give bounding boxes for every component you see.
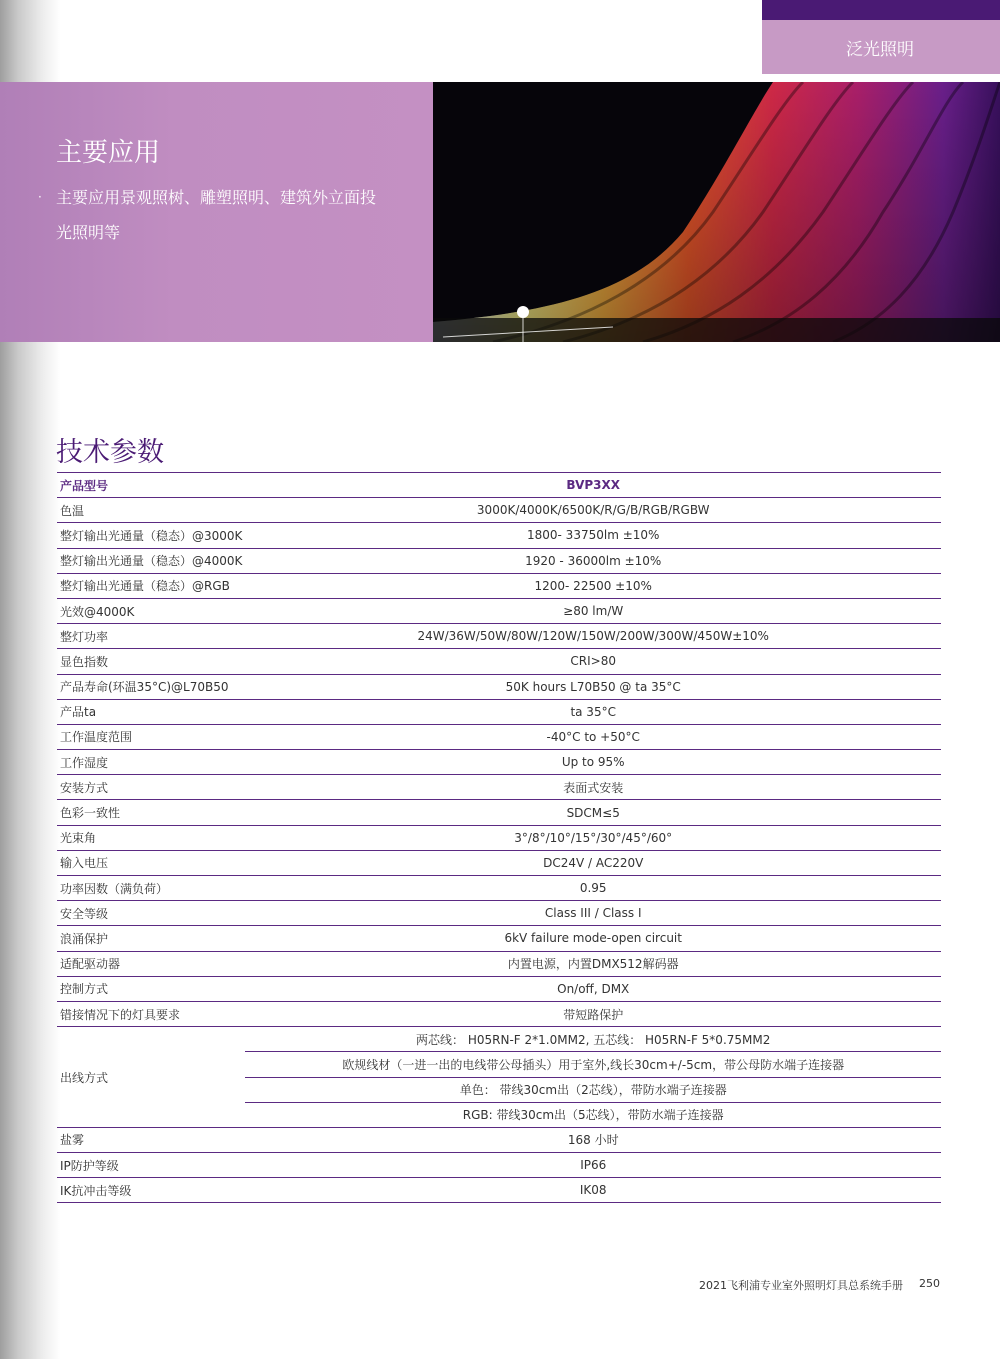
spec-label: IK抗冲击等级 (57, 1178, 245, 1203)
building-facade-photo (433, 82, 1000, 342)
spec-value: 单色： 带线30cm出（2芯线），带防水端子连接器 (245, 1077, 941, 1102)
bullet-dot: · (38, 190, 42, 204)
table-row (57, 1127, 941, 1152)
spec-label: IP防护等级 (57, 1153, 245, 1178)
table-header-row (57, 473, 941, 498)
spec-value: 欧规线材（一进一出的电线带公母插头）用于室外,线长30cm+/-5cm，带公母防水端子连接器 (245, 1052, 941, 1077)
spec-value: 3000K/4000K/6500K/R/G/B/RGB/RGBW (245, 498, 941, 523)
section-tab (762, 20, 1000, 74)
spec-label: 出线方式 (57, 1027, 245, 1128)
spec-value: 24W/36W/50W/80W/120W/150W/200W/300W/450W±10% (245, 624, 941, 649)
table-row (57, 876, 941, 901)
table-row (57, 901, 941, 926)
table-row (57, 523, 941, 548)
spec-value: 3°/8°/10°/15°/30°/45°/60° (245, 825, 941, 850)
spec-value: RGB: 带线30cm出（5芯线），带防水端子连接器 (245, 1102, 941, 1127)
spec-value: DC24V / AC220V (245, 850, 941, 875)
spec-label: 色温 (57, 498, 245, 523)
spec-label: 浪涌保护 (57, 926, 245, 951)
spec-value: IP66 (245, 1153, 941, 1178)
spec-label: 安全等级 (57, 901, 245, 926)
spec-value: 168 小时 (245, 1127, 941, 1152)
spec-label: 盐雾 (57, 1127, 245, 1152)
table-row (57, 699, 941, 724)
table-row (57, 724, 941, 749)
section-tab-label: 泛光照明 (846, 39, 914, 60)
application-panel (0, 82, 433, 342)
table-row (57, 976, 941, 1001)
spec-value: On/off, DMX (245, 976, 941, 1001)
spec-value: 表面式安装 (245, 775, 941, 800)
table-row (57, 624, 941, 649)
table-row (57, 548, 941, 573)
table-row (57, 800, 941, 825)
table-row (57, 1153, 941, 1178)
spec-value: CRI>80 (245, 649, 941, 674)
table-row (57, 674, 941, 699)
table-row (57, 649, 941, 674)
spec-label: 错接情况下的灯具要求 (57, 1001, 245, 1026)
spec-label: 整灯输出光通量（稳态）@RGB (57, 573, 245, 598)
table-row (57, 1178, 941, 1203)
table-row (57, 498, 941, 523)
spec-label: 功率因数（满负荷） (57, 876, 245, 901)
spec-table (57, 472, 941, 1203)
footer-text: 2021飞利浦专业室外照明灯具总系统手册 (699, 1279, 903, 1292)
table-row (57, 951, 941, 976)
spec-value: SDCM≤5 (245, 800, 941, 825)
spec-label: 产品寿命(环温35°C)@L70B50 (57, 674, 245, 699)
spec-value: BVP3XX (245, 473, 941, 498)
spec-value: 1200- 22500 ±10% (245, 573, 941, 598)
specs-title: 技术参数 (56, 437, 164, 468)
spec-label: 整灯输出光通量（稳态）@3000K (57, 523, 245, 548)
spec-label: 工作湿度 (57, 750, 245, 775)
page-number: 250 (919, 1277, 940, 1290)
table-row-wiring (57, 1027, 941, 1052)
spec-value: Class III / Class I (245, 901, 941, 926)
spec-value: 1800- 33750lm ±10% (245, 523, 941, 548)
application-text: 主要应用景观照树、雕塑照明、建筑外立面投光照明等 (56, 188, 377, 242)
spec-label: 控制方式 (57, 976, 245, 1001)
spec-label: 产品ta (57, 699, 245, 724)
spec-label: 显色指数 (57, 649, 245, 674)
spec-value: 6kV failure mode-open circuit (245, 926, 941, 951)
spec-label: 光束角 (57, 825, 245, 850)
spec-value: ta 35°C (245, 699, 941, 724)
spec-label: 整灯输出光通量（稳态）@4000K (57, 548, 245, 573)
spec-label: 光效@4000K (57, 598, 245, 623)
spec-value: Up to 95% (245, 750, 941, 775)
spec-value: 1920 - 36000lm ±10% (245, 548, 941, 573)
spec-value: 内置电源，内置DMX512解码器 (245, 951, 941, 976)
table-row (57, 850, 941, 875)
facade-illustration (433, 82, 1000, 342)
spec-label: 适配驱动器 (57, 951, 245, 976)
table-row (57, 775, 941, 800)
spec-value: 50K hours L70B50 @ ta 35°C (245, 674, 941, 699)
spec-label: 工作温度范围 (57, 724, 245, 749)
spec-value: 带短路保护 (245, 1001, 941, 1026)
spec-label: 输入电压 (57, 850, 245, 875)
application-title: 主要应用 (56, 138, 161, 168)
table-row (57, 573, 941, 598)
spec-value: 两芯线： H05RN-F 2*1.0MM2, 五芯线： H05RN-F 5*0.75MM2 (245, 1027, 941, 1052)
spec-value: 0.95 (245, 876, 941, 901)
table-row (57, 1001, 941, 1026)
table-row (57, 825, 941, 850)
table-row (57, 598, 941, 623)
table-row (57, 750, 941, 775)
spec-label: 整灯功率 (57, 624, 245, 649)
spec-value: -40°C to +50°C (245, 724, 941, 749)
spec-value: IK08 (245, 1178, 941, 1203)
spec-label: 安装方式 (57, 775, 245, 800)
spec-label: 产品型号 (57, 473, 245, 498)
spec-value: ≥80 lm/W (245, 598, 941, 623)
page-footer (699, 1277, 940, 1293)
spec-label: 色彩一致性 (57, 800, 245, 825)
table-row (57, 926, 941, 951)
top-accent-bar (762, 0, 1000, 20)
